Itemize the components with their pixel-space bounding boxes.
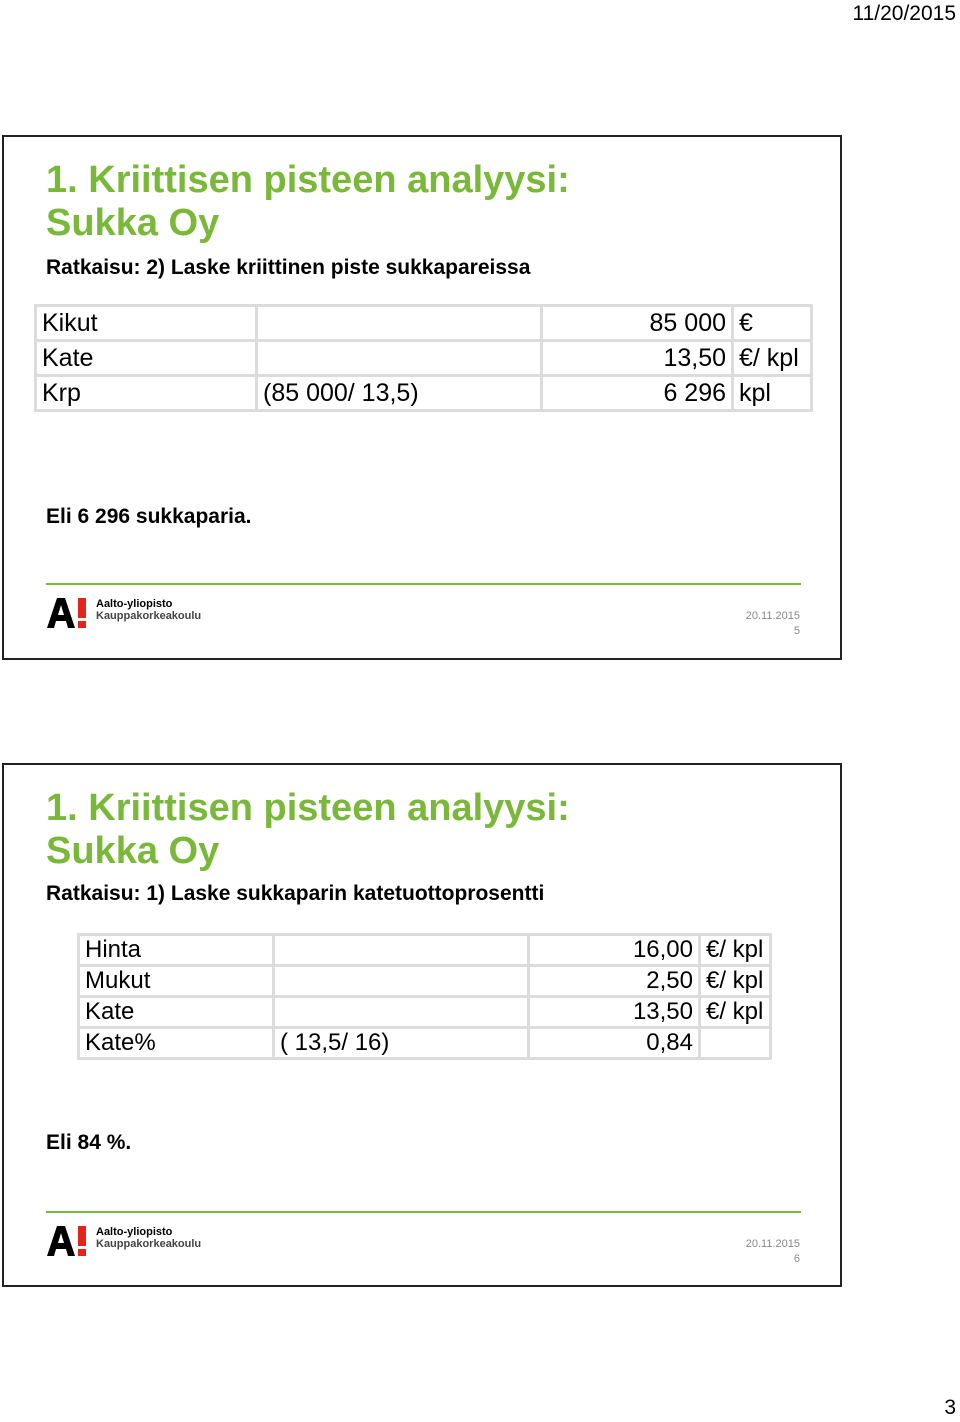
row-formula — [257, 306, 542, 341]
aalto-logo-text — [96, 598, 201, 622]
row-unit: €/ kpl — [700, 935, 771, 966]
row-formula: ( 13,5/ 16) — [274, 1028, 529, 1059]
aalto-logo-mark — [46, 597, 90, 629]
slide-title — [46, 787, 570, 873]
calculation-table — [77, 933, 772, 1060]
slide-title-line-1: 1. Kriittisen pisteen analyysi: — [46, 159, 570, 201]
row-label: Krp — [36, 376, 257, 411]
row-value: 16,00 — [529, 935, 700, 966]
slide-footer-date: 20.11.2015 — [745, 1238, 800, 1250]
table-row — [36, 341, 812, 376]
conclusion-text: Eli 84 %. — [46, 1131, 132, 1154]
row-unit: €/ kpl — [733, 341, 812, 376]
logo-line-2: Kauppakorkeakoulu — [96, 1238, 202, 1250]
row-label: Kate — [79, 997, 274, 1028]
logo-line-1: Aalto-yliopisto — [96, 1226, 173, 1238]
row-unit: kpl — [733, 376, 812, 411]
row-value: 2,50 — [529, 966, 700, 997]
slide-footer-page-number: 6 — [793, 1253, 800, 1265]
row-value: 0,84 — [529, 1028, 700, 1059]
slide-5 — [2, 135, 842, 660]
row-label: Hinta — [79, 935, 274, 966]
aalto-logo-text — [96, 1226, 201, 1250]
table-row — [36, 376, 812, 411]
row-unit — [700, 1028, 771, 1059]
table-row — [79, 1028, 771, 1059]
row-label: Kikut — [36, 306, 257, 341]
row-unit: € — [733, 306, 812, 341]
row-value: 13,50 — [542, 341, 733, 376]
table-row — [36, 306, 812, 341]
slide-footer-date: 20.11.2015 — [745, 610, 800, 622]
footer-divider — [46, 1211, 801, 1213]
conclusion-text: Eli 6 296 sukkaparia. — [46, 505, 252, 528]
calculation-table — [34, 304, 813, 412]
table-row — [79, 997, 771, 1028]
slide-footer-page-number: 5 — [793, 625, 800, 637]
row-formula — [274, 997, 529, 1028]
slide-title-line-2: Sukka Oy — [46, 830, 220, 872]
row-value: 13,50 — [529, 997, 700, 1028]
row-formula — [257, 341, 542, 376]
slide-title — [46, 159, 570, 245]
table-row — [79, 966, 771, 997]
row-formula — [274, 935, 529, 966]
logo-line-1: Aalto-yliopisto — [96, 598, 173, 610]
footer-divider — [46, 583, 801, 585]
row-formula: (85 000/ 13,5) — [257, 376, 542, 411]
slide-subtitle: Ratkaisu: 1) Laske sukkaparin katetuottoprosentti — [46, 882, 545, 905]
row-label: Kate — [36, 341, 257, 376]
row-unit: €/ kpl — [700, 997, 771, 1028]
row-label: Mukut — [79, 966, 274, 997]
logo-line-2: Kauppakorkeakoulu — [96, 610, 202, 622]
slide-title-line-2: Sukka Oy — [46, 202, 220, 244]
row-label: Kate% — [79, 1028, 274, 1059]
aalto-logo-mark — [46, 1225, 90, 1257]
row-formula — [274, 966, 529, 997]
page-date: 11/20/2015 — [852, 2, 956, 25]
page-number: 3 — [944, 1396, 956, 1419]
row-value: 85 000 — [542, 306, 733, 341]
slide-6 — [2, 763, 842, 1287]
row-value: 6 296 — [542, 376, 733, 411]
row-unit: €/ kpl — [700, 966, 771, 997]
table-row — [79, 935, 771, 966]
slide-subtitle: Ratkaisu: 2) Laske kriittinen piste sukkapareissa — [46, 256, 531, 279]
slide-title-line-1: 1. Kriittisen pisteen analyysi: — [46, 787, 570, 829]
